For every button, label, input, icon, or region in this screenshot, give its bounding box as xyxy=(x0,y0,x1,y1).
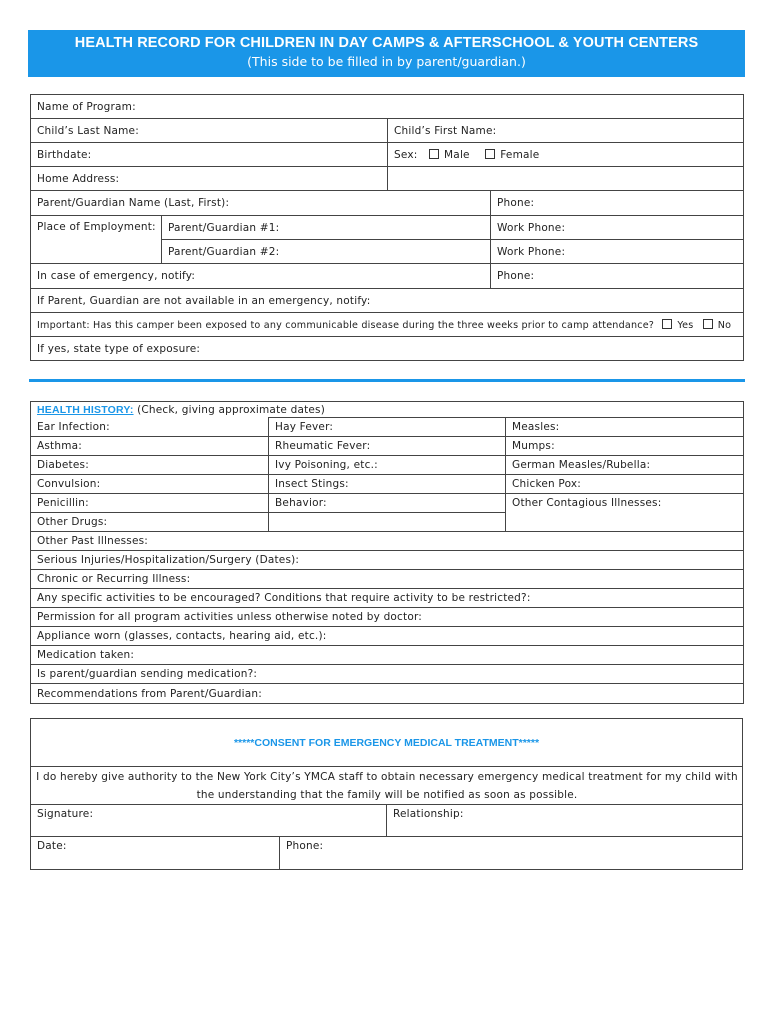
program-label: Name of Program: xyxy=(37,100,136,113)
health-history-table xyxy=(30,401,744,704)
work-phone1-field[interactable] xyxy=(491,216,744,240)
consent-text-line1: I do hereby give authority to the New York City’s YMCA staff to obtain necessary emergency medical treatment for my child with xyxy=(36,771,738,783)
signature-field[interactable] xyxy=(37,808,93,820)
recommendations-label: Recommendations from Parent/Guardian: xyxy=(37,687,262,700)
emergency-notify-field[interactable] xyxy=(31,264,491,289)
last-name-field[interactable] xyxy=(31,119,388,143)
other-drugs-label: Other Drugs: xyxy=(37,516,108,528)
asthma-label: Asthma: xyxy=(37,440,83,452)
home-address-extra[interactable] xyxy=(388,167,744,191)
condition-cell[interactable] xyxy=(269,418,506,437)
exposure-yes-label: Yes xyxy=(677,319,694,331)
condition-cell[interactable] xyxy=(506,456,744,475)
condition-cell[interactable] xyxy=(269,475,506,494)
other-past-illnesses-label: Other Past Illnesses: xyxy=(37,535,149,547)
relationship-field[interactable] xyxy=(393,808,464,820)
measles-label: Measles: xyxy=(512,421,560,433)
home-address-field[interactable] xyxy=(31,167,388,191)
history-line[interactable] xyxy=(31,532,744,551)
guardian-info-table xyxy=(30,94,744,361)
history-line[interactable] xyxy=(31,589,744,608)
first-name-label: Child’s First Name: xyxy=(394,124,497,137)
history-line[interactable] xyxy=(31,684,744,704)
history-line[interactable] xyxy=(31,608,744,627)
relationship-label: Relationship: xyxy=(393,808,464,820)
female-checkbox[interactable] xyxy=(485,149,495,159)
consent-title: *****CONSENT FOR EMERGENCY MEDICAL TREATMENT***** xyxy=(233,737,540,749)
male-checkbox[interactable] xyxy=(429,149,439,159)
phone-field[interactable] xyxy=(491,191,744,216)
condition-cell[interactable] xyxy=(31,494,269,513)
other-contagious-label: Other Contagious Illnesses: xyxy=(512,497,662,510)
work-phone1-label: Work Phone: xyxy=(497,221,566,234)
program-name-field[interactable] xyxy=(31,95,744,119)
alt-emergency-field[interactable] xyxy=(31,289,744,313)
health-history-header xyxy=(31,402,744,418)
insect-stings-label: Insect Stings: xyxy=(275,478,349,490)
consent-phone-field[interactable] xyxy=(286,840,323,852)
chicken-pox-label: Chicken Pox: xyxy=(512,478,582,490)
history-line[interactable] xyxy=(31,551,744,570)
header-banner xyxy=(28,30,745,77)
alt-emergency-label: If Parent, Guardian are not available in an emergency, notify: xyxy=(37,294,371,307)
other-drugs-extra2[interactable] xyxy=(506,513,744,532)
german-measles-label: German Measles/Rubella: xyxy=(512,459,651,471)
consent-phone-label: Phone: xyxy=(286,840,324,852)
guardian2-field[interactable] xyxy=(162,240,491,264)
date-divider xyxy=(279,836,280,870)
health-history-title: HEALTH HISTORY: xyxy=(37,403,134,416)
home-address-label: Home Address: xyxy=(37,172,120,185)
sending-medication-label: Is parent/guardian sending medication?: xyxy=(37,668,258,680)
last-name-label: Child’s Last Name: xyxy=(37,124,139,137)
consent-text-line2: the understanding that the family will be notified as soon as possible. xyxy=(196,789,578,801)
other-drugs-extra[interactable] xyxy=(269,513,506,532)
emergency-phone-label: Phone: xyxy=(497,270,535,282)
mumps-label: Mumps: xyxy=(512,440,555,452)
work-phone2-field[interactable] xyxy=(491,240,744,264)
first-name-field[interactable] xyxy=(388,119,744,143)
history-line[interactable] xyxy=(31,665,744,684)
penicillin-label: Penicillin: xyxy=(37,497,89,509)
emergency-phone-field[interactable] xyxy=(491,264,744,289)
rheumatic-fever-label: Rheumatic Fever: xyxy=(275,440,371,452)
health-history-note: (Check, giving approximate dates) xyxy=(137,403,326,416)
date-field[interactable] xyxy=(37,840,67,852)
condition-cell[interactable] xyxy=(269,494,506,513)
form-title: HEALTH RECORD FOR CHILDREN IN DAY CAMPS & AFTERSCHOOL & YOUTH CENTERS xyxy=(74,35,699,51)
condition-cell[interactable] xyxy=(269,437,506,456)
medication-taken-label: Medication taken: xyxy=(37,649,135,661)
condition-cell[interactable] xyxy=(506,494,744,513)
condition-cell[interactable] xyxy=(31,475,269,494)
exposure-no-label: No xyxy=(717,319,732,331)
date-label: Date: xyxy=(37,840,67,852)
phone-label: Phone: xyxy=(497,197,535,209)
hay-fever-label: Hay Fever: xyxy=(275,421,334,433)
ear-infection-label: Ear Infection: xyxy=(37,420,110,433)
emergency-notify-label: In case of emergency, notify: xyxy=(37,270,196,282)
work-phone2-label: Work Phone: xyxy=(497,245,566,258)
chronic-illness-label: Chronic or Recurring Illness: xyxy=(37,573,191,585)
permission-label: Permission for all program activities unless otherwise noted by doctor: xyxy=(37,611,423,623)
exposure-question xyxy=(31,313,744,337)
condition-cell[interactable] xyxy=(506,475,744,494)
other-drugs-field[interactable] xyxy=(31,513,269,532)
guardian1-field[interactable] xyxy=(162,216,491,240)
behavior-label: Behavior: xyxy=(275,497,327,509)
date-top-line xyxy=(30,836,743,837)
male-label: Male xyxy=(444,148,470,161)
guardian-name-field[interactable] xyxy=(31,191,491,216)
diabetes-label: Diabetes: xyxy=(37,459,89,471)
history-line[interactable] xyxy=(31,646,744,665)
appliance-label: Appliance worn (glasses, contacts, hearing aid, etc.): xyxy=(37,630,327,642)
birthdate-label: Birthdate: xyxy=(37,148,92,161)
convulsion-label: Convulsion: xyxy=(37,478,101,490)
history-line[interactable] xyxy=(31,627,744,646)
birthdate-field[interactable] xyxy=(31,143,388,167)
condition-cell[interactable] xyxy=(31,418,269,437)
activities-label: Any specific activities to be encouraged? Conditions that require activity to be restricted?: xyxy=(37,592,531,604)
serious-injuries-label: Serious Injuries/Hospitalization/Surgery (Dates): xyxy=(37,554,300,566)
place-employment-label: Place of Employment: xyxy=(37,221,156,233)
section-divider xyxy=(29,379,745,382)
history-line[interactable] xyxy=(31,570,744,589)
ivy-poisoning-label: Ivy Poisoning, etc.: xyxy=(275,459,378,471)
form-subtitle: (This side to be filled in by parent/guardian.) xyxy=(247,54,526,69)
exposure-question-label: Important: Has this camper been exposed to any communicable disease during the three weeks prior to camp attendance? xyxy=(37,319,655,331)
sex-field xyxy=(388,143,744,167)
signature-divider xyxy=(386,804,387,836)
guardian2-label: Parent/Guardian #2: xyxy=(168,245,280,258)
condition-cell[interactable] xyxy=(506,437,744,456)
signature-label: Signature: xyxy=(37,808,94,820)
sex-label: Sex: xyxy=(394,148,418,161)
place-employment-label-cell xyxy=(31,216,162,264)
exposure-type-label: If yes, state type of exposure: xyxy=(37,342,201,355)
consent-divider xyxy=(30,766,743,767)
condition-cell[interactable] xyxy=(31,456,269,475)
guardian1-label: Parent/Guardian #1: xyxy=(168,221,280,234)
exposure-no-checkbox[interactable] xyxy=(703,319,713,329)
exposure-type-field[interactable] xyxy=(31,337,744,361)
consent-body xyxy=(36,768,738,804)
condition-cell[interactable] xyxy=(31,437,269,456)
female-label: Female xyxy=(500,148,540,161)
guardian-name-label: Parent/Guardian Name (Last, First): xyxy=(37,197,230,209)
exposure-yes-checkbox[interactable] xyxy=(662,319,672,329)
condition-cell[interactable] xyxy=(269,456,506,475)
condition-cell[interactable] xyxy=(506,418,744,437)
